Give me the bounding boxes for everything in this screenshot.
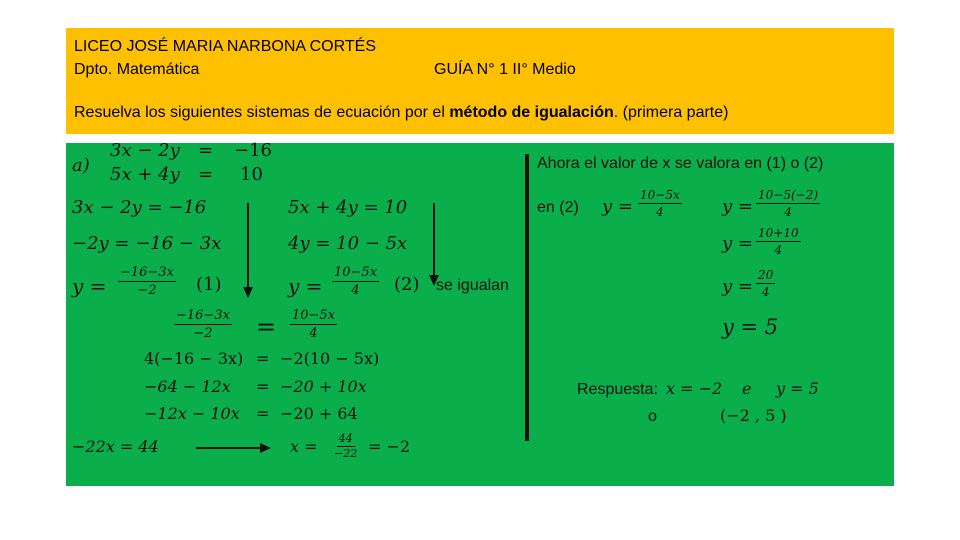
down-arrow-icon bbox=[428, 203, 440, 287]
col1-step1: 3x − 2y = −16 bbox=[72, 197, 207, 218]
substitution-intro: Ahora el valor de x se valora en (1) o (2) bbox=[537, 155, 824, 172]
col1-frac-den: −2 bbox=[137, 283, 157, 298]
answer-e: e bbox=[742, 379, 752, 398]
sub-frac-1-den: 4 bbox=[656, 205, 664, 219]
sub-y-eq-4: y = bbox=[722, 276, 753, 297]
step2-lhs: −64 − 12x bbox=[144, 377, 231, 396]
col1-step2: −2y = −16 − 3x bbox=[72, 233, 222, 254]
step2-rhs: −20 + 10x bbox=[280, 377, 367, 396]
instruction-prefix: Resuelva los siguientes sistemas de ecuación por el bbox=[74, 104, 450, 121]
eq-frac-left-den: −2 bbox=[193, 326, 213, 341]
eq-frac-left-num: −16−3x bbox=[176, 308, 230, 323]
department-name: Dpto. Matemática bbox=[74, 61, 200, 78]
final-x-eq: x = bbox=[290, 437, 318, 456]
down-arrow-icon bbox=[242, 203, 254, 299]
sub-frac-4 bbox=[756, 268, 775, 299]
final-fraction bbox=[334, 433, 357, 460]
exercise-label: a) bbox=[72, 155, 90, 176]
sub-frac-3-num: 10+10 bbox=[758, 226, 799, 240]
final-frac-den: −22 bbox=[334, 447, 358, 460]
system-eq1-eq: = bbox=[198, 140, 214, 161]
answer-y: y = 5 bbox=[776, 379, 819, 398]
y-final-value: y = 5 bbox=[722, 315, 779, 339]
equated-frac-right bbox=[290, 308, 337, 341]
system-eq1-lhs: 3x − 2y bbox=[110, 140, 180, 161]
step1-rhs: −2(10 − 5x) bbox=[280, 349, 380, 368]
step3-rhs: −20 + 64 bbox=[280, 404, 358, 423]
system-eq2-lhs: 5x + 4y bbox=[110, 164, 180, 185]
col1-tag: (1) bbox=[196, 274, 222, 295]
sub-frac-1 bbox=[638, 188, 682, 219]
col2-step2: 4y = 10 − 5x bbox=[288, 233, 408, 254]
sub-y-eq-3: y = bbox=[722, 233, 753, 254]
equated-equal-sign: = bbox=[256, 313, 277, 341]
answer-label: Respuesta: bbox=[577, 381, 658, 398]
sub-frac-2 bbox=[756, 188, 820, 219]
col2-step1: 5x + 4y = 10 bbox=[288, 197, 408, 218]
instruction-method: método de igualación bbox=[449, 104, 614, 121]
col1-fraction bbox=[118, 265, 176, 298]
equated-frac-left bbox=[174, 308, 232, 341]
system-eq1-rhs: −16 bbox=[234, 140, 272, 161]
solution-panel bbox=[66, 140, 894, 486]
instruction-text bbox=[74, 104, 728, 122]
col2-frac-num: 10−5x bbox=[334, 265, 378, 280]
step3-eq: = bbox=[256, 404, 270, 423]
se-igualan-note: se igualan bbox=[436, 277, 509, 294]
sub-frac-3 bbox=[756, 226, 801, 257]
col2-tag: (2) bbox=[394, 274, 420, 295]
answer-pair: (−2 , 5 ) bbox=[720, 406, 787, 425]
col2-fraction bbox=[332, 265, 379, 298]
sub-y-eq-2: y = bbox=[722, 196, 753, 217]
step1-eq: = bbox=[256, 349, 270, 368]
sub-frac-1-num: 10−5x bbox=[640, 188, 680, 202]
col1-frac-num: −16−3x bbox=[120, 265, 174, 280]
sub-frac-3-den: 4 bbox=[774, 243, 783, 257]
answer-x: x = −2 bbox=[666, 379, 723, 398]
system-eq2-rhs: 10 bbox=[240, 164, 263, 185]
instruction-suffix: . (primera parte) bbox=[613, 104, 729, 121]
header-band bbox=[66, 28, 894, 134]
system-eq2-eq: = bbox=[198, 164, 214, 185]
step1-lhs: 4(−16 − 3x) bbox=[144, 349, 244, 368]
en-2-label: en (2) bbox=[537, 199, 579, 216]
answer-or: o bbox=[648, 408, 657, 425]
guide-title: GUÍA N° 1 II° Medio bbox=[434, 61, 576, 78]
sub-frac-4-den: 4 bbox=[761, 285, 770, 299]
sub-y-eq-1: y = bbox=[602, 196, 633, 217]
final-lhs: −22x = 44 bbox=[72, 437, 159, 456]
final-result: = −2 bbox=[368, 437, 411, 456]
step3-lhs: −12x − 10x bbox=[144, 404, 240, 423]
right-arrow-icon bbox=[196, 442, 272, 454]
eq-frac-right-num: 10−5x bbox=[292, 308, 336, 323]
column-divider bbox=[525, 154, 529, 441]
sub-frac-2-den: 4 bbox=[784, 205, 792, 219]
col1-y-eq: y = bbox=[72, 274, 107, 298]
eq-frac-right-den: 4 bbox=[309, 326, 318, 341]
col2-y-eq: y = bbox=[288, 274, 323, 298]
step2-eq: = bbox=[256, 377, 270, 396]
school-name: LICEO JOSÉ MARIA NARBONA CORTÉS bbox=[74, 38, 376, 55]
sub-frac-4-num: 20 bbox=[758, 268, 774, 282]
sub-frac-2-num: 10−5(−2) bbox=[758, 188, 819, 202]
col2-frac-den: 4 bbox=[351, 283, 360, 298]
final-frac-num: 44 bbox=[338, 432, 353, 445]
